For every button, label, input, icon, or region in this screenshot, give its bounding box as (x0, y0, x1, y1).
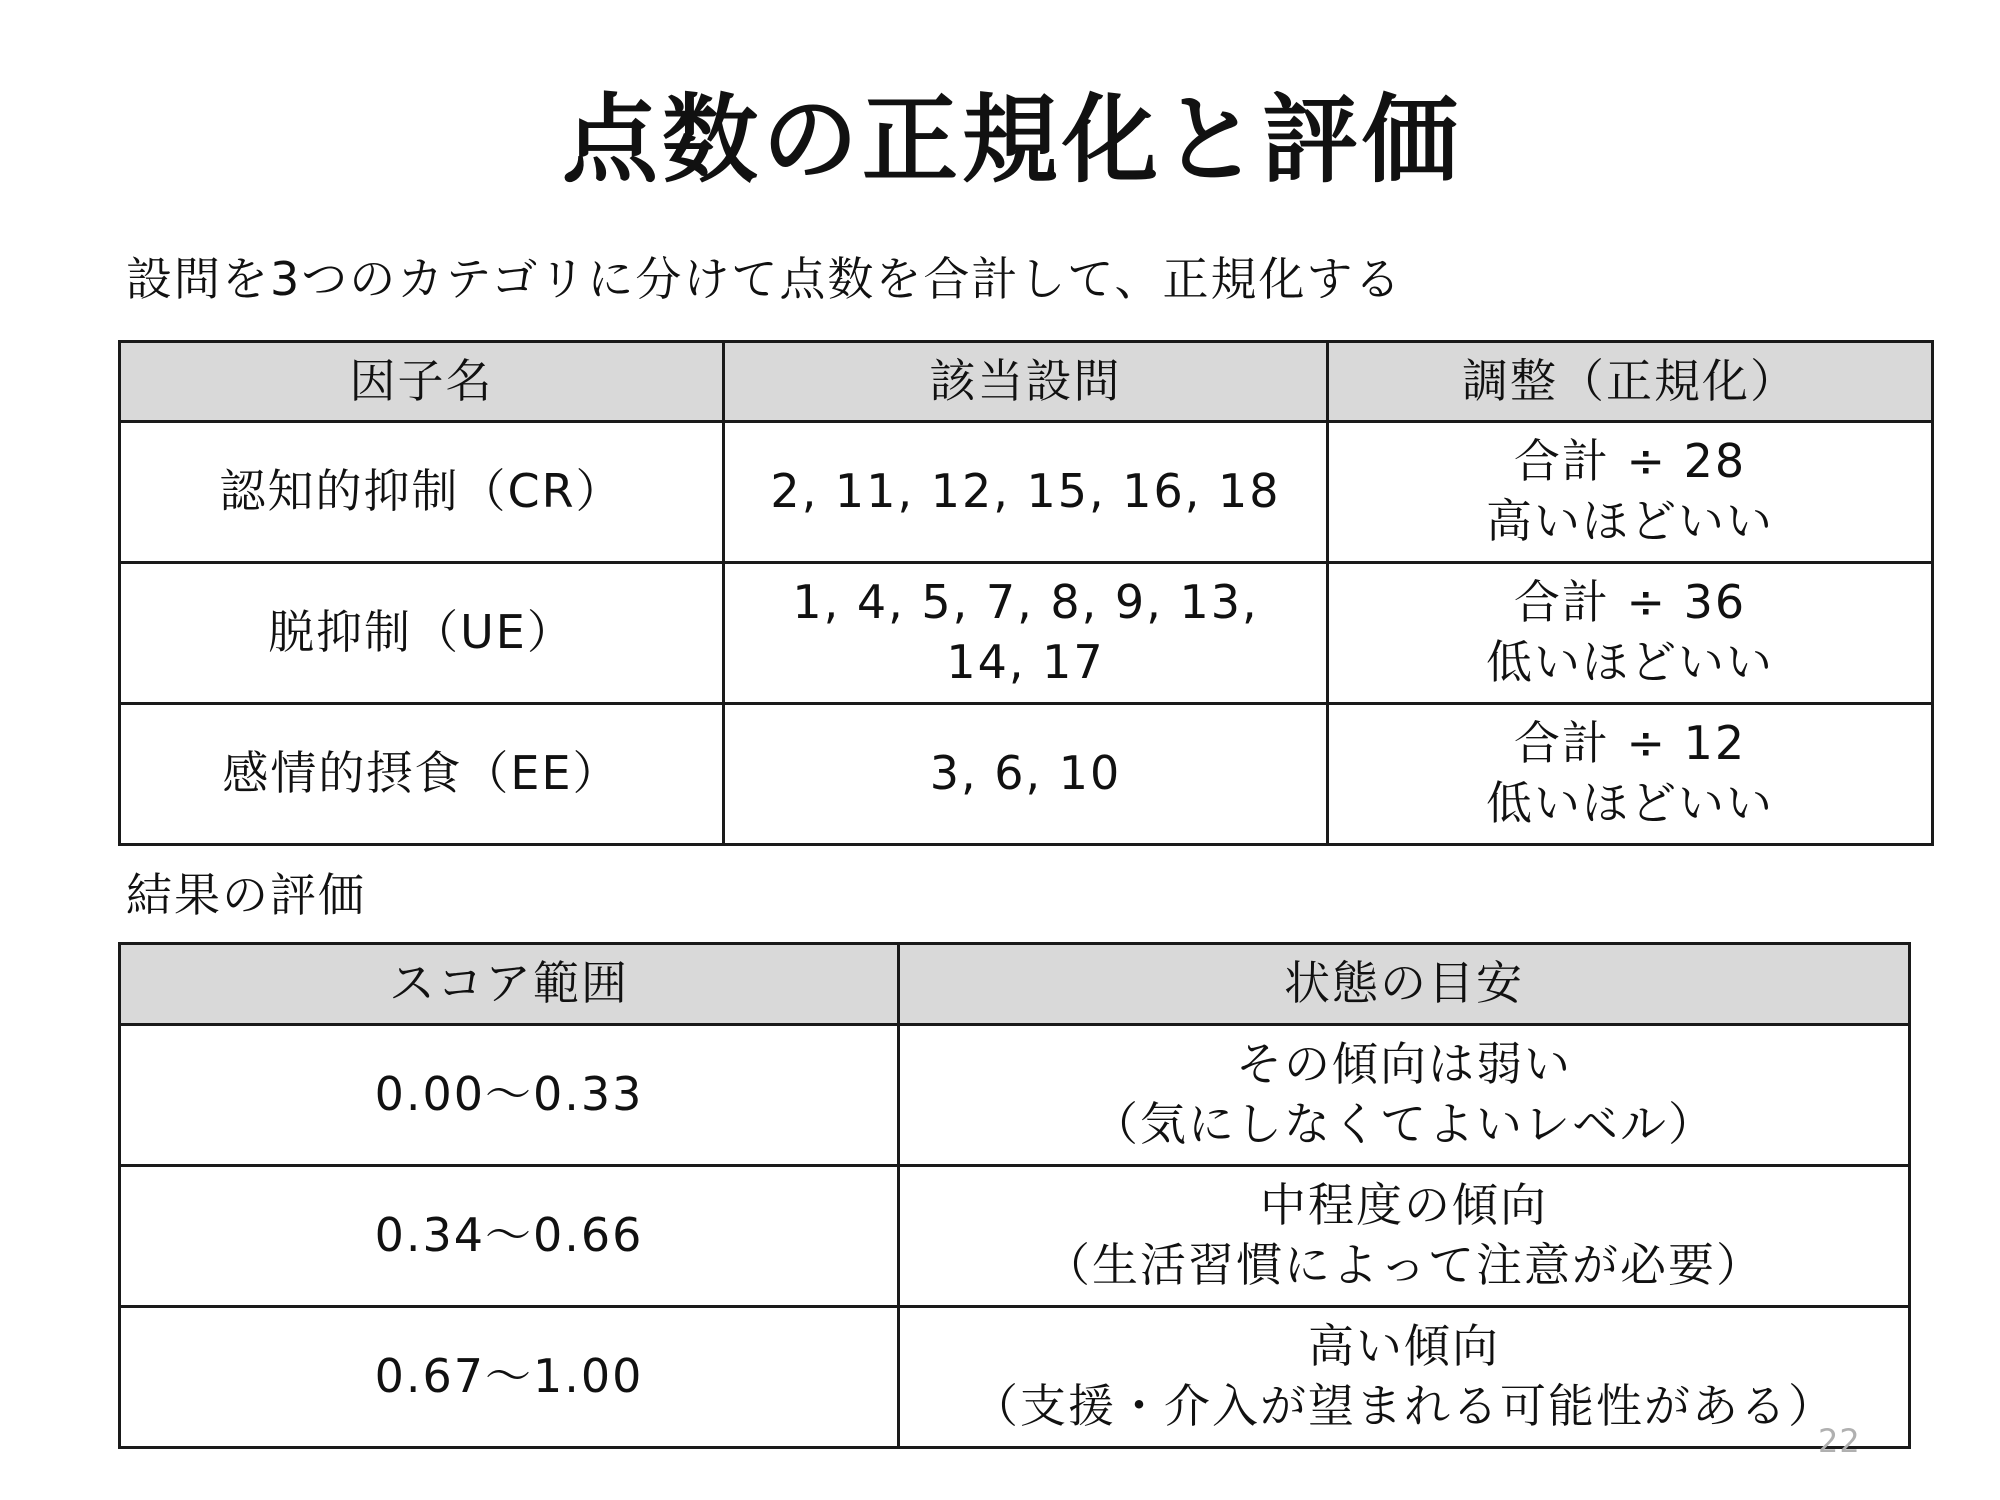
adjustment-cell (1328, 704, 1933, 845)
score-range-cell: 0.34～0.66 (120, 1166, 899, 1307)
table-header-row (120, 944, 1910, 1025)
column-header-adjustment: 調整（正規化） (1328, 342, 1933, 422)
items-cell (724, 563, 1328, 704)
adjustment-formula: 合計 ÷ 36 (1513, 575, 1747, 630)
adjustment-cell (1328, 563, 1933, 704)
state-note: （気にしなくてよいレベル） (1092, 1097, 1716, 1151)
state-note: （生活習慣によって注意が必要） (1044, 1238, 1764, 1292)
column-header-state: 状態の目安 (899, 944, 1910, 1025)
factor-name-cell: 認知的抑制（CR） (120, 422, 724, 563)
state-summary: 高い傾向 (1308, 1319, 1500, 1374)
items-line: 2, 11, 12, 15, 16, 18 (770, 464, 1281, 519)
items-line: 3, 6, 10 (929, 746, 1122, 801)
adjustment-cell (1328, 422, 1933, 563)
adjustment-direction: 低いほどいい (1486, 635, 1774, 689)
adjustment-direction: 低いほどいい (1486, 776, 1774, 830)
table-row (120, 704, 1933, 845)
column-header-score-range: スコア範囲 (120, 944, 899, 1025)
table-row (120, 1166, 1910, 1307)
table-row (120, 422, 1933, 563)
column-header-factor: 因子名 (120, 342, 724, 422)
table-row (120, 1025, 1910, 1166)
state-cell (899, 1166, 1910, 1307)
page-number: 22 (1818, 1422, 1861, 1460)
evaluation-table (118, 942, 1911, 1449)
score-range-cell: 0.67～1.00 (120, 1307, 899, 1448)
factor-table (118, 340, 1934, 846)
state-summary: 中程度の傾向 (1260, 1178, 1548, 1233)
factor-name-cell: 感情的摂食（EE） (120, 704, 724, 845)
column-header-items: 該当設問 (724, 342, 1328, 422)
items-line: 1, 4, 5, 7, 8, 9, 13, (792, 575, 1259, 630)
adjustment-formula: 合計 ÷ 28 (1513, 434, 1747, 489)
table-row (120, 1307, 1910, 1448)
state-summary: その傾向は弱い (1236, 1037, 1572, 1092)
items-cell (724, 422, 1328, 563)
subtitle: 設問を3つのカテゴリに分けて点数を合計して、正規化する (126, 252, 1403, 306)
state-cell (899, 1307, 1910, 1448)
adjustment-direction: 高いほどいい (1486, 494, 1774, 548)
factor-name-cell: 脱抑制（UE） (120, 563, 724, 704)
items-cell (724, 704, 1328, 845)
page-title: 点数の正規化と評価 (562, 84, 1462, 196)
evaluation-section-label: 結果の評価 (126, 868, 366, 922)
state-note: （支援・介入が望まれる可能性がある） (972, 1379, 1836, 1433)
state-cell (899, 1025, 1910, 1166)
items-line: 14, 17 (946, 635, 1105, 689)
adjustment-formula: 合計 ÷ 12 (1513, 716, 1747, 771)
table-header-row (120, 342, 1933, 422)
score-range-cell: 0.00～0.33 (120, 1025, 899, 1166)
table-row (120, 563, 1933, 704)
